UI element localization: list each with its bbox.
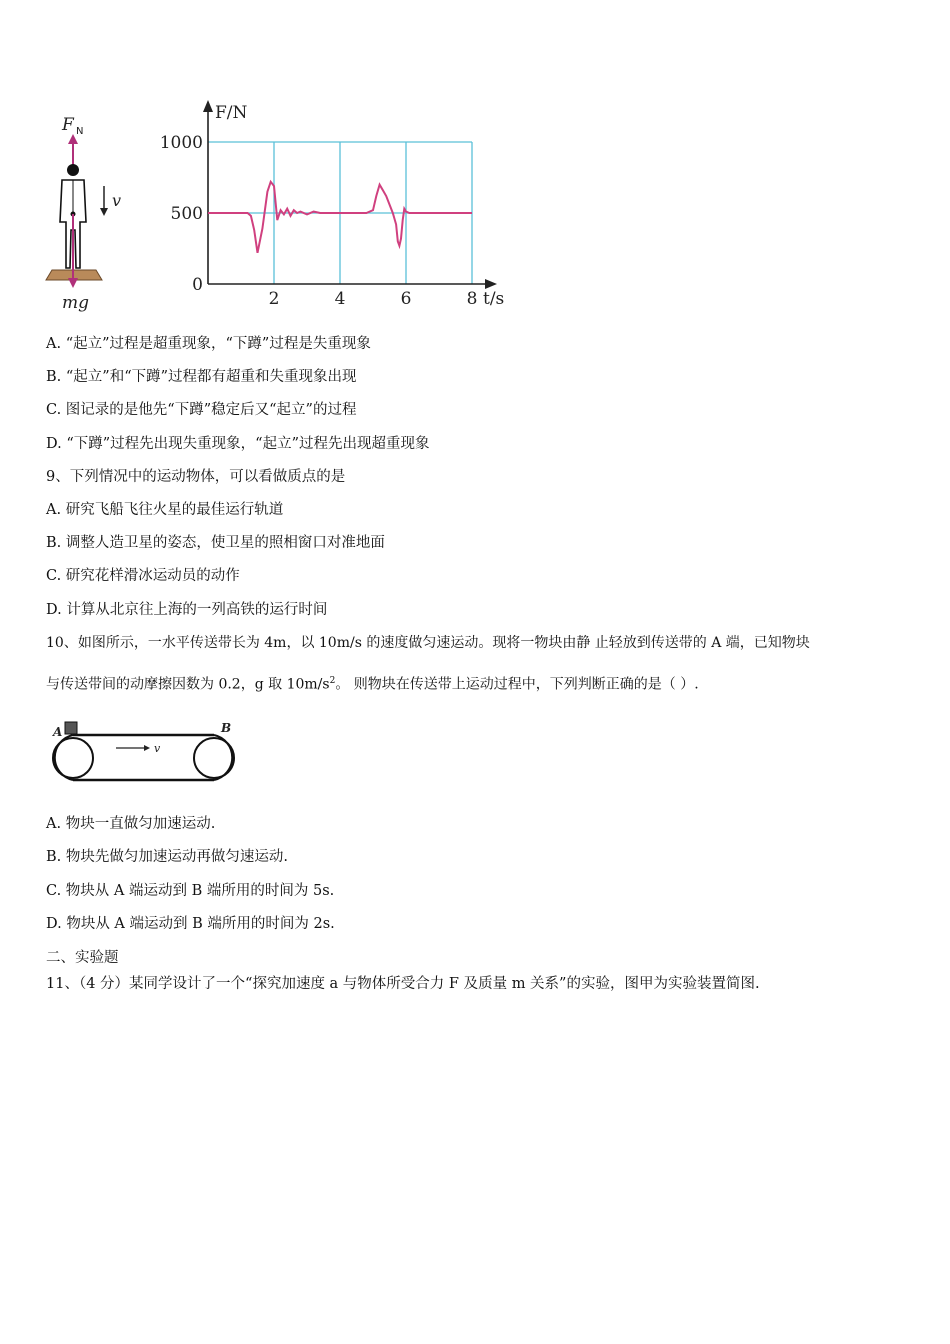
q8-option-c: C. 图记录的是他先“下蹲”稳定后又“起立”的过程 — [46, 402, 357, 418]
y-tick-label: 1000 — [159, 133, 203, 153]
block — [65, 722, 77, 734]
q10-stem-line2-end: 。 则物块在传送带上运动过程中，下列判断正确的是（ ）. — [335, 676, 699, 693]
q8-option-b: B. “起立”和“下蹲”过程都有超重和失重现象出现 — [46, 369, 357, 385]
person-scale-figure — [40, 110, 140, 315]
section-2-heading: 二、实验题 — [46, 950, 119, 966]
q10-stem-line2 — [46, 671, 699, 695]
conveyor-belt-figure — [48, 716, 248, 798]
belt-label-b: B — [221, 721, 232, 735]
q9-option-d: D. 计算从北京往上海的一列高铁的运行时间 — [46, 602, 328, 618]
fn-label: F — [62, 115, 74, 135]
x-axis-arrowhead — [485, 279, 497, 289]
q9-stem: 9、下列情况中的运动物体，可以看做质点的是 — [46, 469, 346, 485]
x-tick-label: 4 — [334, 289, 346, 309]
y-tick-label: 0 — [192, 275, 203, 295]
belt-label-a: A — [53, 725, 63, 739]
q10-option-a: A. 物块一直做匀加速运动. — [46, 816, 216, 832]
q10-stem-line2-text: 与传送带间的动摩擦因数为 0.2，g 取 10m/s — [46, 676, 330, 693]
q11-stem: 11、（4 分）某同学设计了一个“探究加速度 a 与物体所受合力 F 及质量 m 关系”的实验，图甲为实验装置简图. — [46, 976, 760, 992]
y-tick-label: 500 — [170, 204, 203, 224]
q9-option-b: B. 调整人造卫星的姿态，使卫星的照相窗口对准地面 — [46, 535, 385, 551]
q10-option-c: C. 物块从 A 端运动到 B 端所用的时间为 5s. — [46, 883, 335, 899]
q8-option-a: A. “起立”过程是超重现象，“下蹲”过程是失重现象 — [46, 336, 371, 352]
force-time-chart — [155, 98, 515, 313]
mg-arrowhead — [68, 278, 78, 288]
v-arrowhead — [100, 208, 108, 216]
q10-stem-line1: 10、如图所示，一水平传送带长为 4m，以 10m/s 的速度做匀速运动。现将一物块由静 止轻放到传送带的 A 端，已知物块 — [46, 635, 810, 651]
x-tick-label: 2 — [268, 289, 280, 309]
q10-option-b: B. 物块先做匀加速运动再做匀速运动. — [46, 849, 288, 865]
q9-option-a: A. 研究飞船飞往火星的最佳运行轨道 — [46, 502, 284, 518]
y-axis-arrowhead — [203, 100, 213, 112]
v-label: v — [112, 191, 122, 210]
mg-label: mg — [62, 293, 90, 313]
y-axis-label: F/N — [215, 103, 248, 123]
q10-superscript: 2 — [329, 676, 336, 686]
belt-label-v: v — [154, 742, 161, 755]
person-head — [67, 164, 79, 176]
x-tick-label: 8 — [466, 289, 478, 309]
q10-option-d: D. 物块从 A 端运动到 B 端所用的时间为 2s. — [46, 916, 335, 932]
q8-option-d: D. “下蹲”过程先出现失重现象，“起立”过程先出现超重现象 — [46, 436, 430, 452]
x-axis-label: t/s — [483, 289, 505, 309]
fn-subscript: N — [76, 126, 84, 137]
x-tick-label: 6 — [400, 289, 412, 309]
q9-option-c: C. 研究花样滑冰运动员的动作 — [46, 568, 240, 584]
